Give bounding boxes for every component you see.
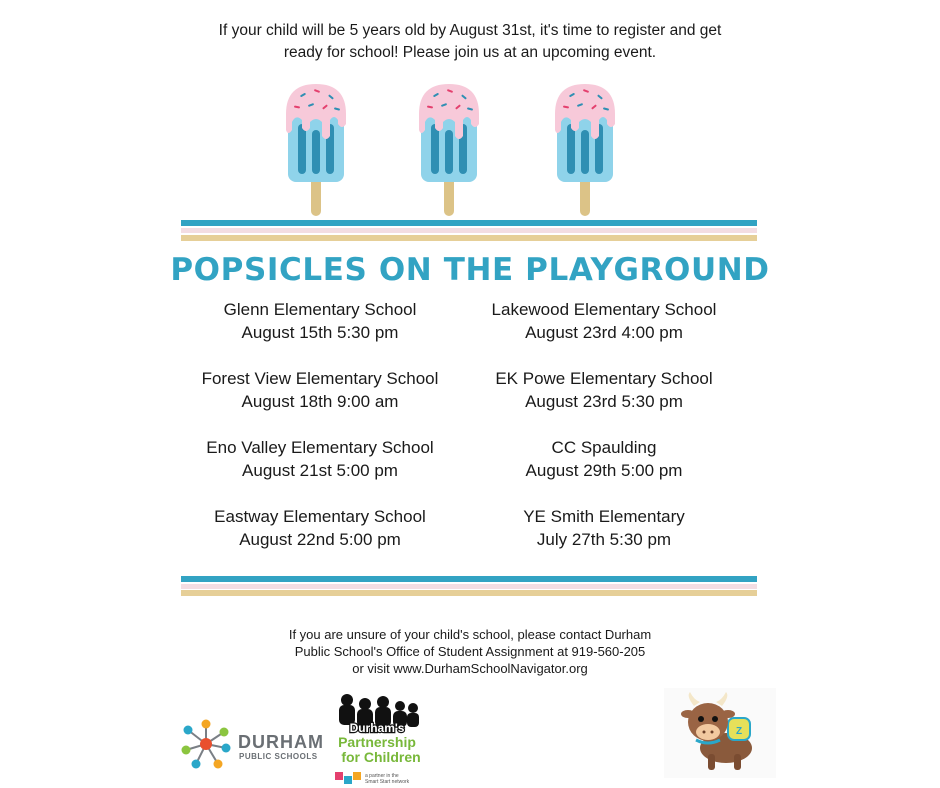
event-time: August 21st 5:00 pm xyxy=(242,461,398,480)
contact-line-2: Public School's Office of Student Assignment at 919-560-205 xyxy=(294,644,646,659)
dps-subtitle: PUBLIC SCHOOLS xyxy=(239,752,318,761)
event-time: August 29th 5:00 pm xyxy=(525,461,683,480)
event-school: Eastway Elementary School xyxy=(214,507,426,526)
event-school: Forest View Elementary School xyxy=(201,369,439,388)
event-time: August 22nd 5:00 pm xyxy=(239,530,401,549)
event-school: Lakewood Elementary School xyxy=(491,300,717,319)
event-ye-smith xyxy=(444,505,764,551)
dps-name: DURHAM xyxy=(238,732,324,752)
dpfc-name-bottom: for Children xyxy=(341,749,421,765)
event-school: CC Spaulding xyxy=(551,438,657,457)
event-lakewood xyxy=(444,298,764,344)
event-eastway xyxy=(160,505,480,551)
event-ek-powe xyxy=(444,367,764,413)
dpfc-name-top: Durham's xyxy=(349,721,405,735)
popsicle-icon xyxy=(419,84,479,216)
intro-line-2: ready for school! Please join us at an upcoming event. xyxy=(283,44,657,61)
divider-stripe-tan xyxy=(181,590,757,596)
svg-text:Z: Z xyxy=(735,726,743,737)
event-forest-view xyxy=(160,367,480,413)
bull-mascot xyxy=(664,688,776,778)
popsicle-illustrations xyxy=(0,82,940,222)
bull-mascot-icon xyxy=(664,688,776,778)
event-glenn xyxy=(160,298,480,344)
durham-public-schools-logo xyxy=(180,716,330,772)
dps-network-icon xyxy=(180,718,232,770)
event-time: August 23rd 4:00 pm xyxy=(525,323,683,342)
event-school: Eno Valley Elementary School xyxy=(206,438,434,457)
event-school: EK Powe Elementary School xyxy=(495,369,713,388)
divider-stripe-tan xyxy=(181,235,757,241)
dpfc-name-mid: Partnership xyxy=(338,734,416,750)
contact-info xyxy=(240,626,700,677)
event-school: Glenn Elementary School xyxy=(223,300,417,319)
popsicle-icon xyxy=(555,84,615,216)
contact-line-3: or visit www.DurhamSchoolNavigator.org xyxy=(352,661,588,676)
event-time: July 27th 5:30 pm xyxy=(536,530,672,549)
event-time: August 15th 5:30 pm xyxy=(241,323,399,342)
popsicle-icon xyxy=(286,84,346,216)
event-title: POPSICLES ON THE PLAYGROUND xyxy=(170,252,770,288)
event-time: August 23rd 5:30 pm xyxy=(525,392,683,411)
intro-text xyxy=(170,20,770,64)
event-time: August 18th 9:00 am xyxy=(241,392,399,411)
divider-stripe-blue xyxy=(181,576,757,582)
event-eno-valley xyxy=(160,436,480,482)
partnership-for-children-logo xyxy=(333,692,423,788)
divider-stripe-blue xyxy=(181,220,757,226)
dpfc-tagline-2: Smart Start network xyxy=(365,779,410,785)
divider-stripe-pink xyxy=(181,584,757,589)
intro-line-1: If your child will be 5 years old by August 31st, it's time to register and get xyxy=(218,22,722,39)
contact-line-1: If you are unsure of your child's school, please contact Durham xyxy=(288,627,652,642)
dpfc-tagline-1: a partner in the xyxy=(365,773,399,779)
event-cc-spaulding xyxy=(444,436,764,482)
divider-stripe-pink xyxy=(181,228,757,233)
event-school: YE Smith Elementary xyxy=(523,507,685,526)
